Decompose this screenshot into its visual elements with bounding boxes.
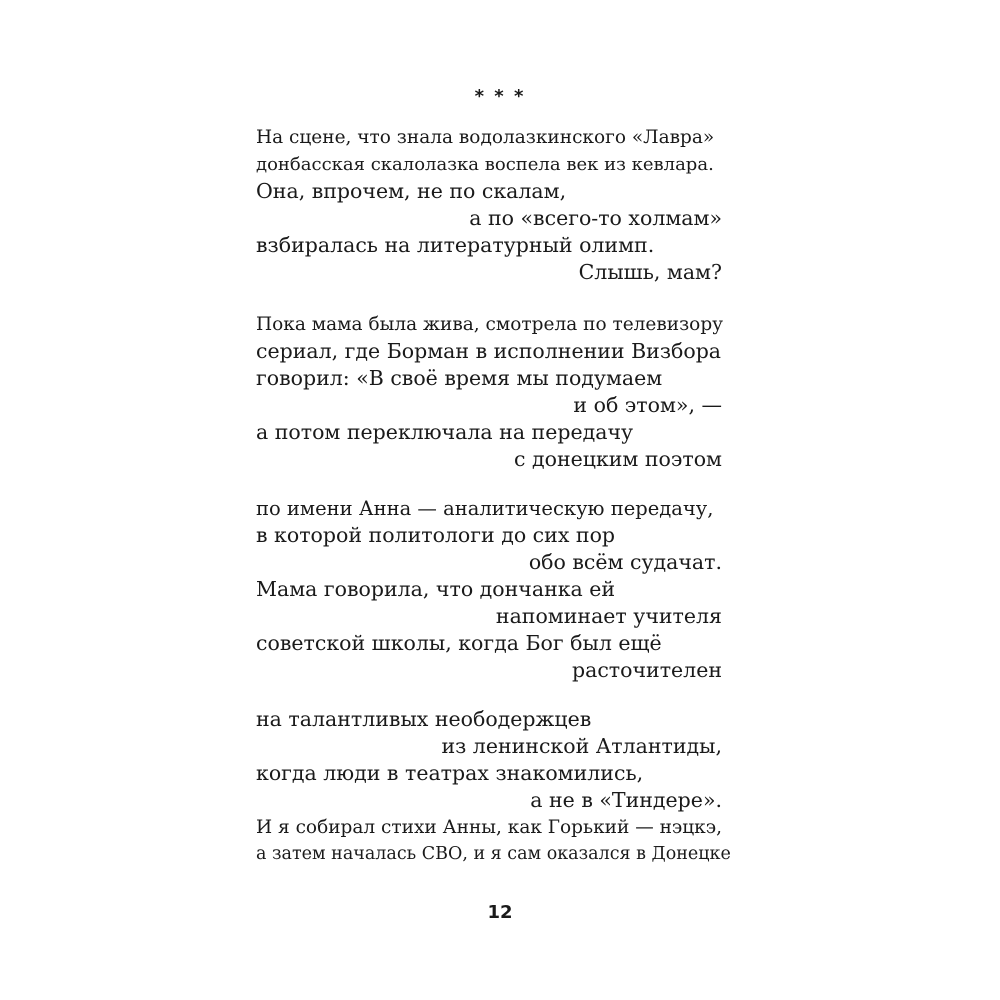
poem-line: донбасская скалолазка воспела век из кевлара. — [256, 154, 714, 175]
poem-line: напоминает учителя — [495, 604, 722, 628]
poem-line: а не в «Тиндере». — [530, 788, 722, 812]
poem-line: обо всём судачат. — [528, 550, 722, 574]
poem-line: Слышь, мам? — [578, 260, 722, 284]
poem-line: и об этом», — — [573, 393, 722, 417]
poem-line: в которой политологи до сих пор — [256, 523, 616, 547]
poem-line: с донецким поэтом — [514, 447, 722, 471]
poem-line: говорил: «В своё время мы подумаем — [256, 366, 663, 390]
page-number: 12 — [487, 902, 513, 923]
poem-line: а по «всего-то холмам» — [469, 206, 722, 230]
section-separator: * * * — [474, 86, 526, 107]
poem-line: а затем началась СВО, и я сам оказался в Донецке — [256, 844, 731, 864]
poem-line: Она, впрочем, не по скалам, — [256, 179, 567, 203]
poem-line: И я собирал стихи Анны, как Горький — нэцкэ, — [256, 817, 722, 838]
poem-line: по имени Анна — аналитическую передачу, — [256, 497, 714, 520]
poem-line: когда люди в театрах знакомились, — [256, 761, 644, 785]
stanza-2 — [256, 311, 722, 473]
poem-line: взбиралась на литературный олимп. — [256, 233, 655, 257]
poem-line: На сцене, что знала водолазкинского «Лавра» — [256, 127, 715, 148]
stanza-1 — [256, 124, 722, 286]
poem-line: на талантливых неободержцев — [256, 707, 592, 731]
stanza-3 — [256, 495, 722, 684]
poem-line: сериал, где Борман в исполнении Визбора — [256, 339, 722, 363]
poem-line: расточителен — [571, 658, 722, 682]
poem-line: из ленинской Атлантиды, — [441, 734, 722, 758]
poem-line: советской школы, когда Бог был ещё — [256, 631, 662, 655]
stanza-4 — [256, 706, 731, 868]
poem-line: а потом переключала на передачу — [256, 420, 634, 444]
poem-line: Мама говорила, что дончанка ей — [256, 577, 616, 601]
poem-line: Пока мама была жива, смотрела по телевизору — [256, 314, 724, 335]
